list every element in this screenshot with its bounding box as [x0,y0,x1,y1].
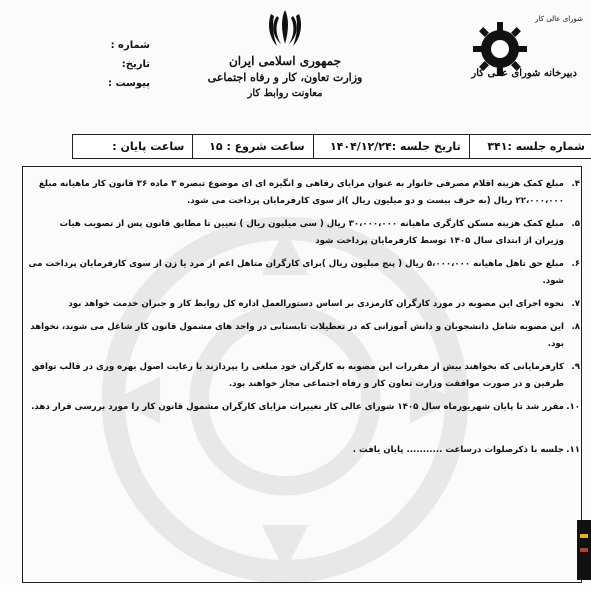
item-text: جلسه با ذکرصلوات درساعت ........... پایان یافت . [352,445,564,455]
sticker-stripe [580,534,588,538]
number-label: شماره : [110,40,150,51]
session-info-bar [72,134,591,159]
item-number: ۵. [571,219,580,229]
item-text: مبلغ کمک هزینه مسکن کارگری ماهیانه ۳۰،۰۰۰،۰۰۰ ریال ( سی میلیون ریال ) تعیین تا مطابق قانون پس از تصویب هیات وزیران از ابتدای سال ۱۴۰۵ توسط کارفرمایان پرداخت شود [59,219,564,246]
council-secretariat: دبیرخانه شورای عالی کار [471,68,577,79]
item-text: نحوه اجرای این مصوبه در مورد کارگران کارمزدی بر اساس دستورالعمل اداره کل روابط کار و جبران خدمت خواهد بود [68,299,564,309]
item-number: ۴. [571,179,580,189]
item-text: مبلغ کمک هزینه اقلام مصرفی خانوار به عنوان مزایای رفاهی و انگیزه ای ای موضوع تبصره ۳ ماده ۳۶ قانون کار ماهیانه مبلغ ۲۲،۰۰۰،۰۰۰ ریال (به حرف بیست و دو میلیون ریال )از سوی کارفرمایان پرداخت می شود. [38,179,564,206]
list-item [28,359,580,393]
republic-title: جمهوری اسلامی ایران [228,54,342,68]
item-text: مبلغ حق تاهل ماهیانه ۵،۰۰۰،۰۰۰ ریال ( پنج میلیون ریال )برای کارگران متاهل اعم از مرد یا زن از سوی کارفرمایان پرداخت می شود. [28,259,564,286]
list-item [28,442,580,459]
list-item [28,296,580,313]
item-number: ۱۰. [566,402,580,412]
council-logo [463,8,583,108]
session-date: تاریخ جلسه :۱۴۰۴/۱۲/۲۴ [313,135,469,158]
logo-caption: شورای عالی کار [535,15,583,23]
item-number: ۷. [571,299,580,309]
item-text: کارفرمایانی که بخواهند بیش از مقررات این مصوبه به کارگران خود مبلغی را بپردازند با رعایت اصول بهره وری در قالب توافق طرفین و در صورت موافقت وزارت تعاون کار و رفاه اجتماعی مجاز خواهند بود. [31,362,564,389]
list-item [28,399,580,416]
date-label: تاریخ: [121,59,150,70]
emblem-icon [267,8,303,48]
item-number: ۹. [571,362,580,372]
resolution-list [28,176,580,459]
sticker-stripe [580,548,588,552]
list-item [28,256,580,290]
item-text: این مصوبه شامل دانشجویان و دانش آموزانی که در تعطیلات تابستانی در واحد های مشمول قانون کار شاغل می شوند، نخواهد بود. [30,322,564,349]
end-time: ساعت پایان : [112,140,185,153]
letter-meta [20,40,150,97]
session-number: شماره جلسه :۳۴۱ [469,135,591,158]
item-text: مقرر شد تا پایان شهریورماه سال ۱۴۰۵ شورای عالی کار تغییرات مزایای کارگران مشمول قانون کار را مورد بررسی قرار دهد. [31,402,564,412]
item-number: ۶. [571,259,580,269]
start-time: ساعت شروع : ۱۵ [192,135,312,158]
list-item [28,319,580,353]
edge-sticker [577,520,591,580]
letterhead-center [200,8,370,99]
list-item [28,216,580,250]
item-number: ۸. [571,322,580,332]
item-number: ۱۱. [566,445,580,455]
list-item [28,176,580,210]
deputy-title: معاونت روابط کار [247,88,323,99]
ministry-title: وزارت تعاون، کار و رفاه اجتماعی [207,71,363,84]
attachment-label: پیوست : [107,78,150,89]
